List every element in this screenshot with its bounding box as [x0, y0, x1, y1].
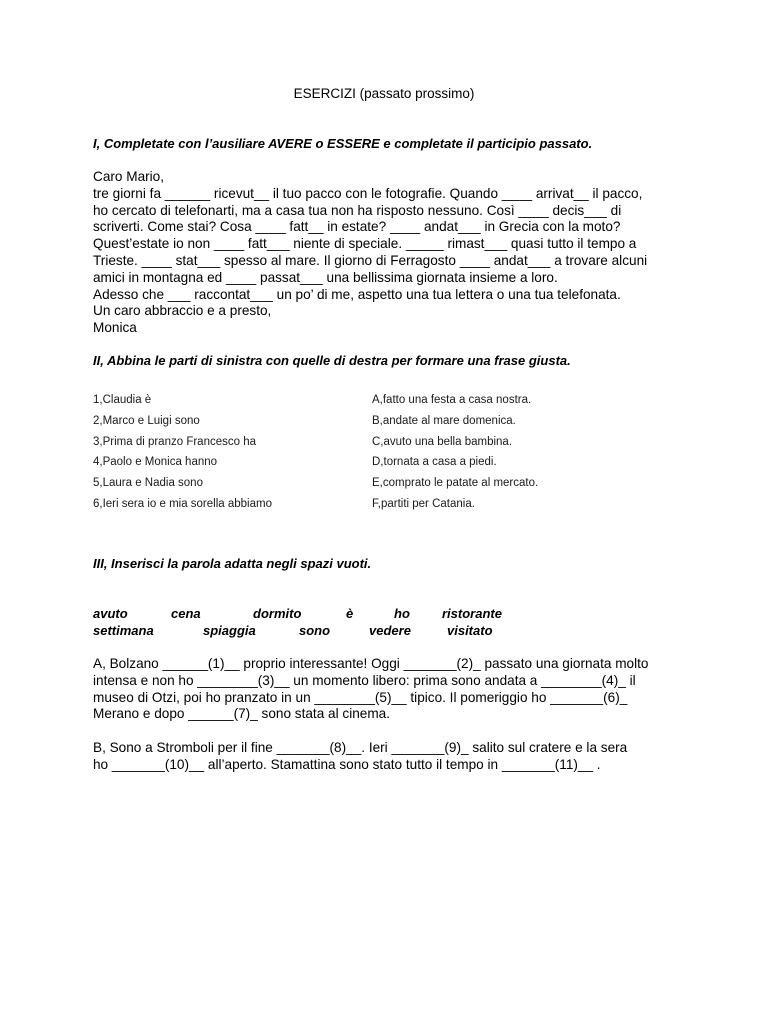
word-bank-item: ristorante: [442, 606, 502, 621]
match-right-item: B,andate al mare domenica.: [372, 414, 516, 427]
match-right-item: C,avuto una bella bambina.: [372, 435, 513, 448]
letter-line: scriverti. Come stai? Cosa ____ fatt__ in estate? ____ andat___ in Grecia con la moto?: [93, 219, 621, 235]
word-bank-item: cena: [171, 606, 201, 621]
word-bank-item: spiaggia: [203, 623, 256, 638]
letter-line: Monica: [93, 320, 137, 336]
letter-line: Quest’estate io non ____ fatt___ niente di speciale. _____ rimast___ quasi tutto il tempo a: [93, 236, 637, 252]
paragraph-line: ho _______(10)__ all’aperto. Stamattina sono stato tutto il tempo in _______(11)__ .: [93, 756, 601, 772]
letter-line: Caro Mario,: [93, 169, 165, 184]
paragraph-line: B, Sono a Stromboli per il fine _______(8)__. Ieri _______(9)_ salito sul cratere e la sera: [93, 740, 628, 755]
word-bank-item: sono: [299, 623, 331, 638]
paragraph-line: museo di Otzi, poi ho pranzato in un ________(5)__ tipico. Il pomeriggio ho _______(6)_: [93, 689, 628, 705]
paragraph-line: Merano e dopo ______(7)_ sono stata al cinema.: [93, 706, 390, 722]
word-bank-item: visitato: [447, 623, 493, 638]
exercise-2-heading: II, Abbina le parti di sinistra con quelle di destra per formare una frase giusta.: [93, 353, 571, 368]
match-right-column: [372, 390, 538, 515]
paragraph-line: intensa e non ho ________(3)__ un momento libero: prima sono andata a ________(4)_ il: [93, 672, 636, 688]
exercise-1-heading: I, Completate con l’ausiliare AVERE o ESSERE e completate il participio passato.: [93, 136, 593, 151]
letter-line: Trieste. ____ stat___ spesso al mare. Il giorno di Ferragosto ____ andat___ a trovare alcuni: [93, 252, 648, 268]
word-bank-item: ho: [394, 606, 410, 621]
paragraph-line: A, Bolzano ______(1)__ proprio interessante! Oggi _______(2)_ passato una giornata molto: [93, 656, 649, 671]
word-bank-item: settimana: [93, 623, 154, 638]
paragraph-b: [93, 740, 683, 774]
exercise-3-heading: III, Inserisci la parola adatta negli spazi vuoti.: [93, 556, 372, 571]
match-left-item: 3,Prima di pranzo Francesco ha: [93, 435, 256, 448]
match-right-item: D,tornata a casa a piedi.: [372, 456, 497, 469]
letter-line: amici in montagna ed ____ passat___ una bellissima giornata insieme a loro.: [93, 269, 558, 285]
letter-line: tre giorni fa ______ ricevut__ il tuo pacco con le fotografie. Quando ____ arrivat__ il pacco,: [93, 185, 643, 201]
paragraph-a: [93, 656, 683, 723]
match-right-item: E,comprato le patate al mercato.: [372, 477, 539, 490]
match-left-column: [93, 390, 272, 515]
match-right-item: A,fatto una festa a casa nostra.: [372, 394, 532, 406]
word-bank-item: avuto: [93, 606, 128, 621]
match-left-item: 1,Claudia è: [93, 394, 152, 406]
match-left-item: 5,Laura e Nadia sono: [93, 477, 203, 490]
match-left-item: 4,Paolo e Monica hanno: [93, 456, 218, 469]
match-right-item: F,partiti per Catania.: [372, 497, 475, 510]
letter-text: [93, 169, 683, 337]
page-title: ESERCIZI (passato prossimo): [293, 86, 475, 101]
word-bank-item: dormito: [253, 606, 302, 621]
word-bank-item: è: [346, 606, 354, 621]
match-left-item: 2,Marco e Luigi sono: [93, 414, 200, 427]
word-bank-item: vedere: [369, 623, 411, 638]
match-left-item: 6,Ieri sera io e mia sorella abbiamo: [93, 497, 272, 510]
letter-line: ho cercato di telefonarti, ma a casa tua non ha risposto nessuno. Così ____ decis___ di: [93, 202, 622, 218]
letter-line: Adesso che ___ raccontat___ un po’ di me, aspetto una tua lettera o una tua telefonata.: [93, 286, 621, 302]
letter-line: Un caro abbraccio e a presto,: [93, 303, 272, 319]
